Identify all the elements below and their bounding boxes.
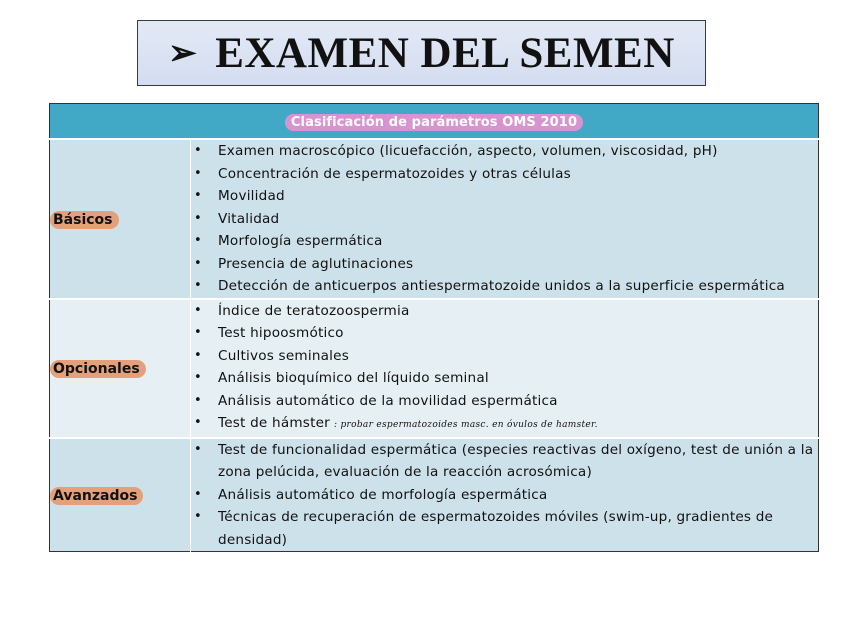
table-row-basicos — [50, 139, 819, 299]
slide-title-text: EXAMEN DEL SEMEN — [215, 29, 675, 77]
list-item: • Movilidad — [191, 185, 818, 208]
table-header-cell — [50, 104, 819, 140]
table-row-avanzados — [50, 438, 819, 552]
items-cell — [191, 139, 819, 299]
category-cell — [50, 139, 191, 299]
list-item: • Técnicas de recuperación de espermatozoides móviles (swim-up, gradientes de densidad) — [191, 506, 818, 551]
list-item: • Presencia de aglutinaciones — [191, 253, 818, 276]
category-cell — [50, 438, 191, 552]
list-item: • Análisis automático de la movilidad espermática — [191, 390, 818, 413]
category-label-basicos: Básicos — [50, 211, 119, 229]
list-item: • Detección de anticuerpos antiespermatozoide unidos a la superficie espermática — [191, 275, 818, 298]
list-item: • Análisis bioquímico del líquido seminal — [191, 367, 818, 390]
category-label-avanzados: Avanzados — [50, 487, 143, 505]
items-cell — [191, 438, 819, 552]
table-header-row — [50, 104, 819, 140]
list-item: • Análisis automático de morfología espermática — [191, 484, 818, 507]
arrow-bullet-icon: ➢ — [168, 35, 198, 72]
parameters-table — [49, 103, 819, 552]
list-item: • Vitalidad — [191, 208, 818, 231]
category-cell — [50, 299, 191, 438]
list-item: • Examen macroscópico (licuefacción, aspecto, volumen, viscosidad, pH) — [191, 140, 818, 163]
handwritten-note: : probar espermatozoides masc. en óvulos de hamster. — [333, 420, 598, 430]
list-item: • Índice de teratozoospermia — [191, 300, 818, 323]
table-row-opcionales — [50, 299, 819, 438]
items-list-avanzados — [191, 439, 818, 552]
list-item: • Morfología espermática — [191, 230, 818, 253]
items-list-basicos — [191, 140, 818, 298]
list-item — [191, 412, 818, 437]
list-item: • Concentración de espermatozoides y otras células — [191, 163, 818, 186]
list-item: • Test de funcionalidad espermática (especies reactivas del oxígeno, test de unión a la zona pelúcida, evaluación de la reacción acrosómica) — [191, 439, 818, 484]
list-item: • Cultivos seminales — [191, 345, 818, 368]
items-cell — [191, 299, 819, 438]
list-item-text: Test de hámster — [218, 415, 330, 431]
category-label-opcionales: Opcionales — [50, 360, 146, 378]
list-item: • Test hipoosmótico — [191, 322, 818, 345]
items-list-opcionales — [191, 300, 818, 437]
table-header-label: Clasificación de parámetros OMS 2010 — [285, 114, 583, 131]
slide-title — [137, 20, 706, 86]
